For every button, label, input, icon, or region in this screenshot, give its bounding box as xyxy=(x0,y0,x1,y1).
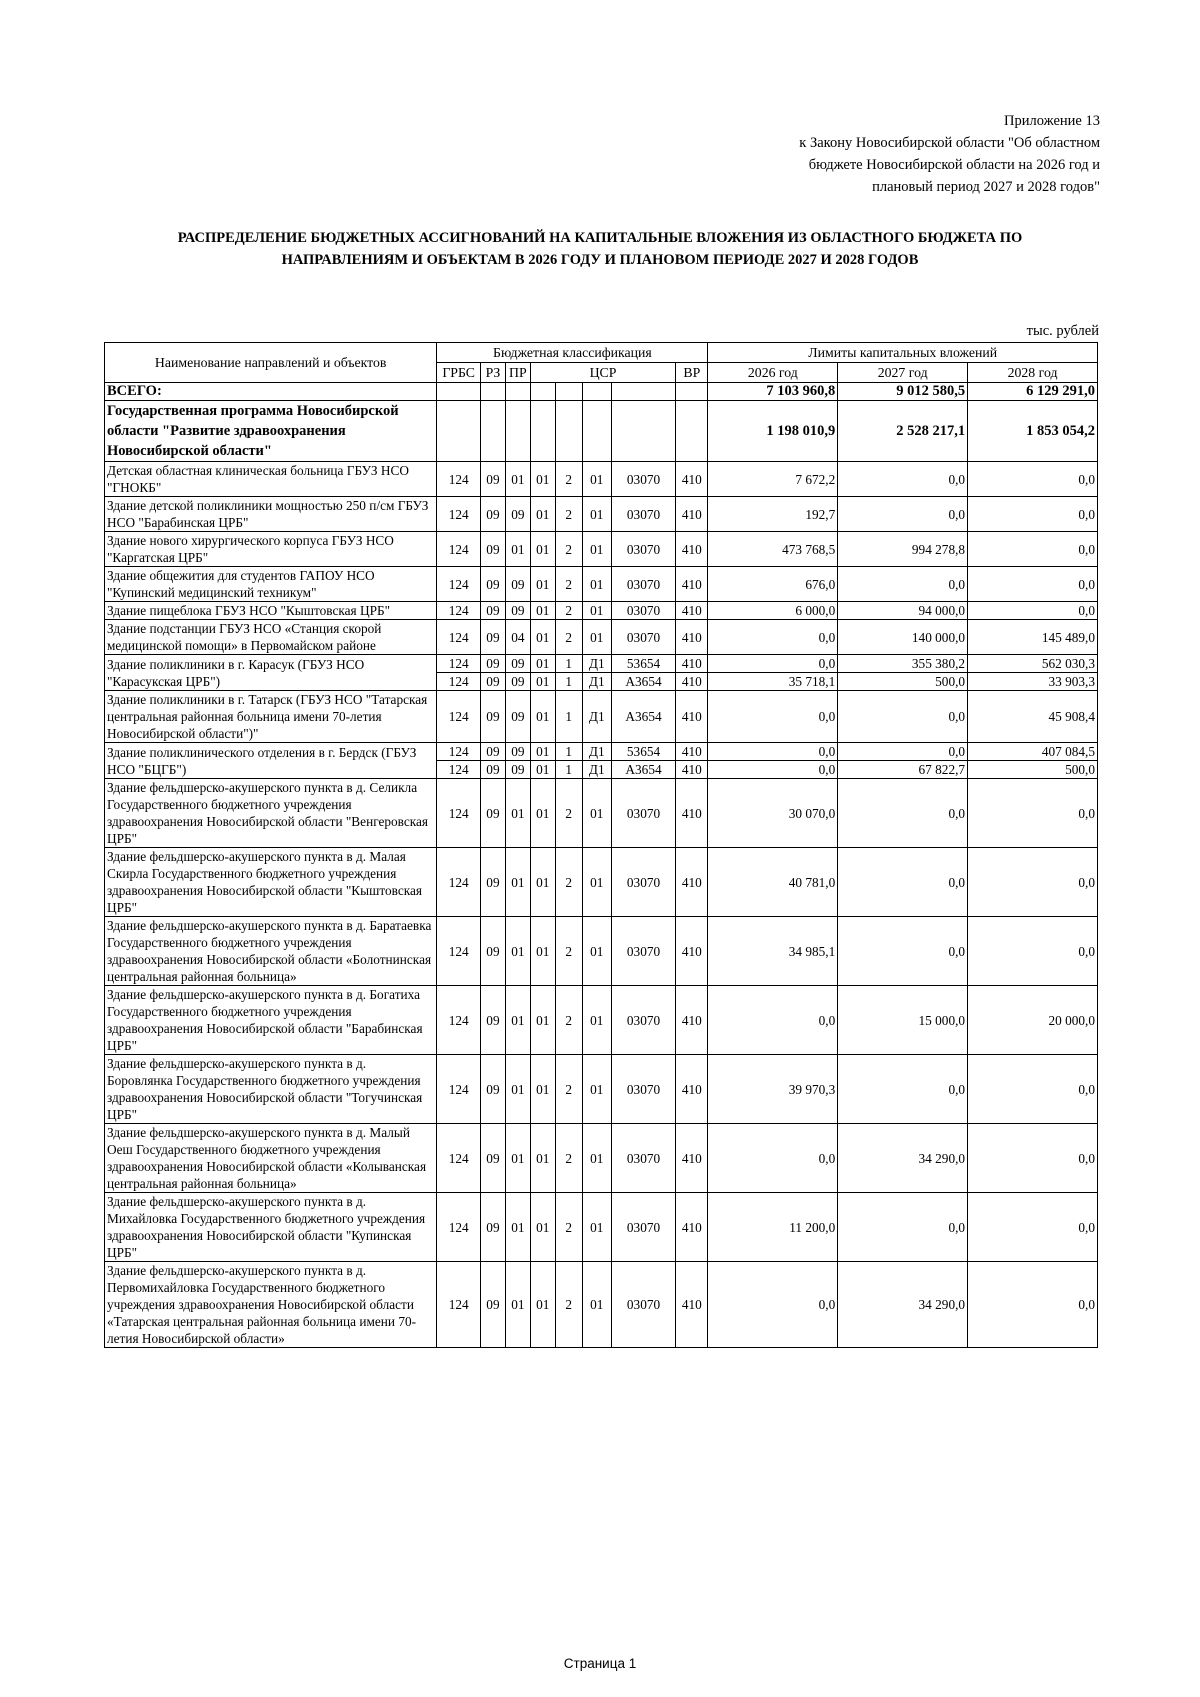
csr-event-code: 01 xyxy=(582,848,611,917)
page-number: Страница 1 xyxy=(563,1656,637,1671)
pr-code: 09 xyxy=(505,655,530,673)
limit-2027: 994 278,8 xyxy=(838,532,968,567)
csr-direction-code: 03070 xyxy=(611,567,675,602)
limit-2027: 67 822,7 xyxy=(838,761,968,779)
csr-event-code: 01 xyxy=(582,602,611,620)
vr-code: 410 xyxy=(676,497,708,532)
appendix-number: Приложение 13 xyxy=(1004,113,1100,129)
vr-code: 410 xyxy=(676,779,708,848)
limit-2028: 0,0 xyxy=(968,567,1098,602)
table-row xyxy=(105,848,1098,917)
csr-direction-code: 03070 xyxy=(611,1124,675,1193)
total-row xyxy=(105,383,1098,401)
pr-code: 09 xyxy=(505,497,530,532)
csr-program-code: 01 xyxy=(530,532,555,567)
csr-subprogram-code: 2 xyxy=(555,1055,582,1124)
csr-event-code: Д1 xyxy=(582,673,611,691)
pr-code: 09 xyxy=(505,761,530,779)
limit-2026: 0,0 xyxy=(708,743,838,761)
program-2028: 1 853 054,2 xyxy=(968,401,1098,462)
limit-2026: 0,0 xyxy=(708,620,838,655)
grbs-code: 124 xyxy=(437,1124,481,1193)
limit-2028: 0,0 xyxy=(968,848,1098,917)
limit-2026: 676,0 xyxy=(708,567,838,602)
csr-program-code: 01 xyxy=(530,848,555,917)
csr-direction-code: 03070 xyxy=(611,986,675,1055)
header-pr: ПР xyxy=(505,363,530,383)
pr-code: 01 xyxy=(505,986,530,1055)
rz-code: 09 xyxy=(480,779,505,848)
vr-code: 410 xyxy=(676,1193,708,1262)
limit-2027: 0,0 xyxy=(838,743,968,761)
rz-code: 09 xyxy=(480,1055,505,1124)
vr-code: 410 xyxy=(676,532,708,567)
csr-program-code: 01 xyxy=(530,917,555,986)
pr-code: 04 xyxy=(505,620,530,655)
csr-event-code: 01 xyxy=(582,986,611,1055)
limit-2026: 40 781,0 xyxy=(708,848,838,917)
header-vr: ВР xyxy=(676,363,708,383)
limit-2028: 0,0 xyxy=(968,1055,1098,1124)
limit-2027: 355 380,2 xyxy=(838,655,968,673)
limit-2026: 35 718,1 xyxy=(708,673,838,691)
csr-program-code: 01 xyxy=(530,1055,555,1124)
total-label: ВСЕГО: xyxy=(105,383,437,401)
header-grbs: ГРБС xyxy=(437,363,481,383)
pr-code: 01 xyxy=(505,462,530,497)
rz-code: 09 xyxy=(480,532,505,567)
limit-2027: 0,0 xyxy=(838,497,968,532)
csr-direction-code: 03070 xyxy=(611,1055,675,1124)
csr-event-code: 01 xyxy=(582,567,611,602)
limit-2026: 192,7 xyxy=(708,497,838,532)
grbs-code: 124 xyxy=(437,743,481,761)
limit-2026: 0,0 xyxy=(708,1124,838,1193)
table-row xyxy=(105,620,1098,655)
limit-2027: 0,0 xyxy=(838,462,968,497)
vr-code: 410 xyxy=(676,620,708,655)
table-row xyxy=(105,497,1098,532)
rz-code: 09 xyxy=(480,743,505,761)
vr-code: 410 xyxy=(676,673,708,691)
csr-event-code: 01 xyxy=(582,462,611,497)
header-year-2027: 2027 год xyxy=(838,363,968,383)
limit-2028: 33 903,3 xyxy=(968,673,1098,691)
csr-event-code: 01 xyxy=(582,1262,611,1348)
object-name: Здание общежития для студентов ГАПОУ НСО "Купинский медицинский техникум" xyxy=(105,567,437,602)
vr-code: 410 xyxy=(676,917,708,986)
limit-2028: 20 000,0 xyxy=(968,986,1098,1055)
limit-2028: 500,0 xyxy=(968,761,1098,779)
rz-code: 09 xyxy=(480,567,505,602)
pr-code: 09 xyxy=(505,602,530,620)
grbs-code: 124 xyxy=(437,779,481,848)
limit-2026: 39 970,3 xyxy=(708,1055,838,1124)
header-classification: Бюджетная классификация xyxy=(437,343,708,363)
csr-subprogram-code: 1 xyxy=(555,761,582,779)
csr-subprogram-code: 1 xyxy=(555,691,582,743)
csr-subprogram-code: 2 xyxy=(555,620,582,655)
grbs-code: 124 xyxy=(437,917,481,986)
grbs-code: 124 xyxy=(437,986,481,1055)
csr-program-code: 01 xyxy=(530,1124,555,1193)
vr-code: 410 xyxy=(676,462,708,497)
object-name: Здание поликлинического отделения в г. Бердск (ГБУЗ НСО "БЦГБ") xyxy=(105,743,437,779)
csr-direction-code: 03070 xyxy=(611,462,675,497)
limit-2028: 0,0 xyxy=(968,1193,1098,1262)
csr-event-code: 01 xyxy=(582,1055,611,1124)
csr-program-code: 01 xyxy=(530,761,555,779)
units-label: тыс. рублей xyxy=(1026,323,1099,339)
csr-direction-code: 03070 xyxy=(611,620,675,655)
object-name: Здание нового хирургического корпуса ГБУЗ НСО "Каргатская ЦРБ" xyxy=(105,532,437,567)
limit-2026: 473 768,5 xyxy=(708,532,838,567)
object-name: Здание подстанции ГБУЗ НСО «Станция скорой медицинской помощи» в Первомайском районе xyxy=(105,620,437,655)
object-name: Здание фельдшерско-акушерского пункта в д. Боровлянка Государственного бюджетного учреждения здравоохранения Новосибирской области "Тогучинская ЦРБ" xyxy=(105,1055,437,1124)
object-name: Здание поликлиники в г. Карасук (ГБУЗ НСО "Карасукская ЦРБ") xyxy=(105,655,437,691)
grbs-code: 124 xyxy=(437,567,481,602)
csr-event-code: 01 xyxy=(582,620,611,655)
limit-2026: 11 200,0 xyxy=(708,1193,838,1262)
csr-direction-code: 03070 xyxy=(611,917,675,986)
table-row xyxy=(105,1055,1098,1124)
header-year-2026: 2026 год xyxy=(708,363,838,383)
limit-2028: 0,0 xyxy=(968,1262,1098,1348)
limit-2026: 30 070,0 xyxy=(708,779,838,848)
rz-code: 09 xyxy=(480,691,505,743)
csr-subprogram-code: 2 xyxy=(555,462,582,497)
pr-code: 01 xyxy=(505,532,530,567)
csr-event-code: Д1 xyxy=(582,655,611,673)
csr-subprogram-code: 2 xyxy=(555,497,582,532)
limit-2028: 0,0 xyxy=(968,532,1098,567)
vr-code: 410 xyxy=(676,691,708,743)
rz-code: 09 xyxy=(480,673,505,691)
csr-subprogram-code: 2 xyxy=(555,602,582,620)
limit-2027: 34 290,0 xyxy=(838,1262,968,1348)
object-name: Здание пищеблока ГБУЗ НСО "Кыштовская ЦРБ" xyxy=(105,602,437,620)
vr-code: 410 xyxy=(676,848,708,917)
csr-subprogram-code: 2 xyxy=(555,1124,582,1193)
csr-direction-code: 03070 xyxy=(611,779,675,848)
vr-code: 410 xyxy=(676,567,708,602)
csr-program-code: 01 xyxy=(530,673,555,691)
csr-direction-code: 03070 xyxy=(611,532,675,567)
program-label: Государственная программа Новосибирской области "Развитие здравоохранения Новосибирской области" xyxy=(105,401,437,462)
csr-program-code: 01 xyxy=(530,602,555,620)
limit-2026: 0,0 xyxy=(708,655,838,673)
table-row xyxy=(105,691,1098,743)
object-name: Здание поликлиники в г. Татарск (ГБУЗ НСО "Татарская центральная районная больница имени 70-летия Новосибирской области")" xyxy=(105,691,437,743)
appendix-law-line-1: к Закону Новосибирской области "Об областном xyxy=(799,135,1100,151)
limit-2028: 0,0 xyxy=(968,779,1098,848)
pr-code: 01 xyxy=(505,1193,530,1262)
csr-direction-code: 03070 xyxy=(611,497,675,532)
csr-program-code: 01 xyxy=(530,1262,555,1348)
pr-code: 01 xyxy=(505,1124,530,1193)
vr-code: 410 xyxy=(676,743,708,761)
limit-2026: 34 985,1 xyxy=(708,917,838,986)
limit-2027: 0,0 xyxy=(838,917,968,986)
object-name: Здание фельдшерско-акушерского пункта в д. Селикла Государственного бюджетного учреждения здравоохранения Новосибирской области "Венгеровская ЦРБ" xyxy=(105,779,437,848)
program-2026: 1 198 010,9 xyxy=(708,401,838,462)
limit-2027: 0,0 xyxy=(838,567,968,602)
title-line-1: РАСПРЕДЕЛЕНИЕ БЮДЖЕТНЫХ АССИГНОВАНИЙ НА КАПИТАЛЬНЫЕ ВЛОЖЕНИЯ ИЗ ОБЛАСТНОГО БЮДЖЕТА ПО xyxy=(177,230,1023,246)
csr-event-code: 01 xyxy=(582,917,611,986)
csr-direction-code: А3654 xyxy=(611,691,675,743)
rz-code: 09 xyxy=(480,655,505,673)
rz-code: 09 xyxy=(480,848,505,917)
header-csr: ЦСР xyxy=(530,363,675,383)
table-row xyxy=(105,655,1098,673)
pr-code: 01 xyxy=(505,917,530,986)
limit-2027: 0,0 xyxy=(838,1055,968,1124)
vr-code: 410 xyxy=(676,1055,708,1124)
limit-2027: 0,0 xyxy=(838,779,968,848)
object-name: Здание фельдшерско-акушерского пункта в д. Малая Скирла Государственного бюджетного учреждения здравоохранения Новосибирской области "Кыштовская ЦРБ" xyxy=(105,848,437,917)
pr-code: 01 xyxy=(505,779,530,848)
csr-direction-code: 53654 xyxy=(611,655,675,673)
limit-2027: 15 000,0 xyxy=(838,986,968,1055)
csr-program-code: 01 xyxy=(530,691,555,743)
limit-2028: 562 030,3 xyxy=(968,655,1098,673)
csr-event-code: 01 xyxy=(582,1193,611,1262)
csr-event-code: 01 xyxy=(582,1124,611,1193)
csr-direction-code: А3654 xyxy=(611,673,675,691)
csr-subprogram-code: 2 xyxy=(555,986,582,1055)
pr-code: 01 xyxy=(505,1262,530,1348)
pr-code: 01 xyxy=(505,848,530,917)
csr-subprogram-code: 2 xyxy=(555,1193,582,1262)
pr-code: 01 xyxy=(505,1055,530,1124)
table-row xyxy=(105,779,1098,848)
limit-2028: 0,0 xyxy=(968,462,1098,497)
csr-program-code: 01 xyxy=(530,497,555,532)
appendix-law-line-3: плановый период 2027 и 2028 годов" xyxy=(872,179,1100,195)
csr-direction-code: 03070 xyxy=(611,1193,675,1262)
table-body xyxy=(105,383,1098,1348)
limit-2027: 0,0 xyxy=(838,691,968,743)
csr-event-code: 01 xyxy=(582,779,611,848)
table-row xyxy=(105,917,1098,986)
grbs-code: 124 xyxy=(437,848,481,917)
object-name: Здание фельдшерско-акушерского пункта в д. Богатиха Государственного бюджетного учреждения здравоохранения Новосибирской области "Барабинская ЦРБ" xyxy=(105,986,437,1055)
csr-program-code: 01 xyxy=(530,567,555,602)
appendix-law-line-2: бюджете Новосибирской области на 2026 год и xyxy=(808,157,1100,173)
limit-2028: 0,0 xyxy=(968,917,1098,986)
pr-code: 09 xyxy=(505,691,530,743)
grbs-code: 124 xyxy=(437,655,481,673)
csr-subprogram-code: 2 xyxy=(555,848,582,917)
csr-program-code: 01 xyxy=(530,620,555,655)
csr-program-code: 01 xyxy=(530,655,555,673)
table-row xyxy=(105,1124,1098,1193)
csr-subprogram-code: 2 xyxy=(555,567,582,602)
header-name: Наименование направлений и объектов xyxy=(105,343,437,383)
table-row xyxy=(105,462,1098,497)
table-row xyxy=(105,1193,1098,1262)
limit-2028: 407 084,5 xyxy=(968,743,1098,761)
total-2027: 9 012 580,5 xyxy=(838,383,968,401)
limit-2027: 500,0 xyxy=(838,673,968,691)
pr-code: 09 xyxy=(505,567,530,602)
csr-direction-code: А3654 xyxy=(611,761,675,779)
rz-code: 09 xyxy=(480,1124,505,1193)
object-name: Детская областная клиническая больница ГБУЗ НСО "ГНОКБ" xyxy=(105,462,437,497)
csr-subprogram-code: 1 xyxy=(555,673,582,691)
limit-2027: 34 290,0 xyxy=(838,1124,968,1193)
limit-2026: 6 000,0 xyxy=(708,602,838,620)
rz-code: 09 xyxy=(480,462,505,497)
csr-direction-code: 03070 xyxy=(611,848,675,917)
csr-direction-code: 53654 xyxy=(611,743,675,761)
rz-code: 09 xyxy=(480,1193,505,1262)
object-name: Здание фельдшерско-акушерского пункта в д. Малый Оеш Государственного бюджетного учреждения здравоохранения Новосибирской области «Колыванская центральная районная больница» xyxy=(105,1124,437,1193)
csr-program-code: 01 xyxy=(530,743,555,761)
total-2026: 7 103 960,8 xyxy=(708,383,838,401)
vr-code: 410 xyxy=(676,602,708,620)
header-year-2028: 2028 год xyxy=(968,363,1098,383)
vr-code: 410 xyxy=(676,986,708,1055)
limit-2027: 94 000,0 xyxy=(838,602,968,620)
limit-2027: 0,0 xyxy=(838,1193,968,1262)
rz-code: 09 xyxy=(480,986,505,1055)
vr-code: 410 xyxy=(676,655,708,673)
csr-event-code: Д1 xyxy=(582,691,611,743)
grbs-code: 124 xyxy=(437,1055,481,1124)
object-name: Здание детской поликлиники мощностью 250 п/см ГБУЗ НСО "Барабинская ЦРБ" xyxy=(105,497,437,532)
header-rz: РЗ xyxy=(480,363,505,383)
csr-subprogram-code: 2 xyxy=(555,1262,582,1348)
grbs-code: 124 xyxy=(437,673,481,691)
csr-event-code: Д1 xyxy=(582,743,611,761)
object-name: Здание фельдшерско-акушерского пункта в д. Первомихайловка Государственного бюджетного учреждения здравоохранения Новосибирской области «Татарская центральная районная больница имени 70-летия Новосибирской области» xyxy=(105,1262,437,1348)
vr-code: 410 xyxy=(676,1262,708,1348)
table-row xyxy=(105,743,1098,761)
object-name: Здание фельдшерско-акушерского пункта в д. Михайловка Государственного бюджетного учреждения здравоохранения Новосибирской области "Купинская ЦРБ" xyxy=(105,1193,437,1262)
csr-direction-code: 03070 xyxy=(611,602,675,620)
csr-direction-code: 03070 xyxy=(611,1262,675,1348)
pr-code: 09 xyxy=(505,673,530,691)
limit-2026: 0,0 xyxy=(708,1262,838,1348)
table-row xyxy=(105,1262,1098,1348)
csr-program-code: 01 xyxy=(530,462,555,497)
appendix-block xyxy=(680,110,1100,198)
grbs-code: 124 xyxy=(437,761,481,779)
total-2028: 6 129 291,0 xyxy=(968,383,1098,401)
grbs-code: 124 xyxy=(437,1262,481,1348)
table-row xyxy=(105,602,1098,620)
object-name: Здание фельдшерско-акушерского пункта в д. Баратаевка Государственного бюджетного учреждения здравоохранения Новосибирской области «Болотнинская центральная районная больница» xyxy=(105,917,437,986)
vr-code: 410 xyxy=(676,761,708,779)
limit-2026: 0,0 xyxy=(708,761,838,779)
limit-2026: 7 672,2 xyxy=(708,462,838,497)
csr-subprogram-code: 1 xyxy=(555,655,582,673)
rz-code: 09 xyxy=(480,761,505,779)
grbs-code: 124 xyxy=(437,497,481,532)
rz-code: 09 xyxy=(480,497,505,532)
limit-2027: 0,0 xyxy=(838,848,968,917)
csr-subprogram-code: 2 xyxy=(555,779,582,848)
header-limits: Лимиты капитальных вложений xyxy=(708,343,1098,363)
csr-program-code: 01 xyxy=(530,779,555,848)
csr-program-code: 01 xyxy=(530,986,555,1055)
csr-subprogram-code: 2 xyxy=(555,917,582,986)
grbs-code: 124 xyxy=(437,532,481,567)
document-title xyxy=(100,227,1100,271)
csr-event-code: Д1 xyxy=(582,761,611,779)
program-2027: 2 528 217,1 xyxy=(838,401,968,462)
grbs-code: 124 xyxy=(437,691,481,743)
grbs-code: 124 xyxy=(437,462,481,497)
limit-2028: 0,0 xyxy=(968,1124,1098,1193)
vr-code: 410 xyxy=(676,1124,708,1193)
rz-code: 09 xyxy=(480,917,505,986)
limit-2028: 0,0 xyxy=(968,602,1098,620)
limit-2028: 45 908,4 xyxy=(968,691,1098,743)
csr-event-code: 01 xyxy=(582,532,611,567)
table-row xyxy=(105,532,1098,567)
limit-2026: 0,0 xyxy=(708,986,838,1055)
csr-event-code: 01 xyxy=(582,497,611,532)
table-header xyxy=(105,343,1098,383)
limit-2028: 0,0 xyxy=(968,497,1098,532)
program-row xyxy=(105,401,1098,462)
limit-2027: 140 000,0 xyxy=(838,620,968,655)
limit-2028: 145 489,0 xyxy=(968,620,1098,655)
title-line-2: НАПРАВЛЕНИЯМ И ОБЪЕКТАМ В 2026 ГОДУ И ПЛАНОВОМ ПЕРИОДЕ 2027 И 2028 ГОДОВ xyxy=(281,252,919,268)
table-row xyxy=(105,567,1098,602)
rz-code: 09 xyxy=(480,620,505,655)
table-row xyxy=(105,986,1098,1055)
csr-subprogram-code: 2 xyxy=(555,532,582,567)
pr-code: 09 xyxy=(505,743,530,761)
grbs-code: 124 xyxy=(437,1193,481,1262)
rz-code: 09 xyxy=(480,602,505,620)
rz-code: 09 xyxy=(480,1262,505,1348)
grbs-code: 124 xyxy=(437,602,481,620)
grbs-code: 124 xyxy=(437,620,481,655)
csr-program-code: 01 xyxy=(530,1193,555,1262)
budget-table xyxy=(104,342,1098,1348)
limit-2026: 0,0 xyxy=(708,691,838,743)
csr-subprogram-code: 1 xyxy=(555,743,582,761)
